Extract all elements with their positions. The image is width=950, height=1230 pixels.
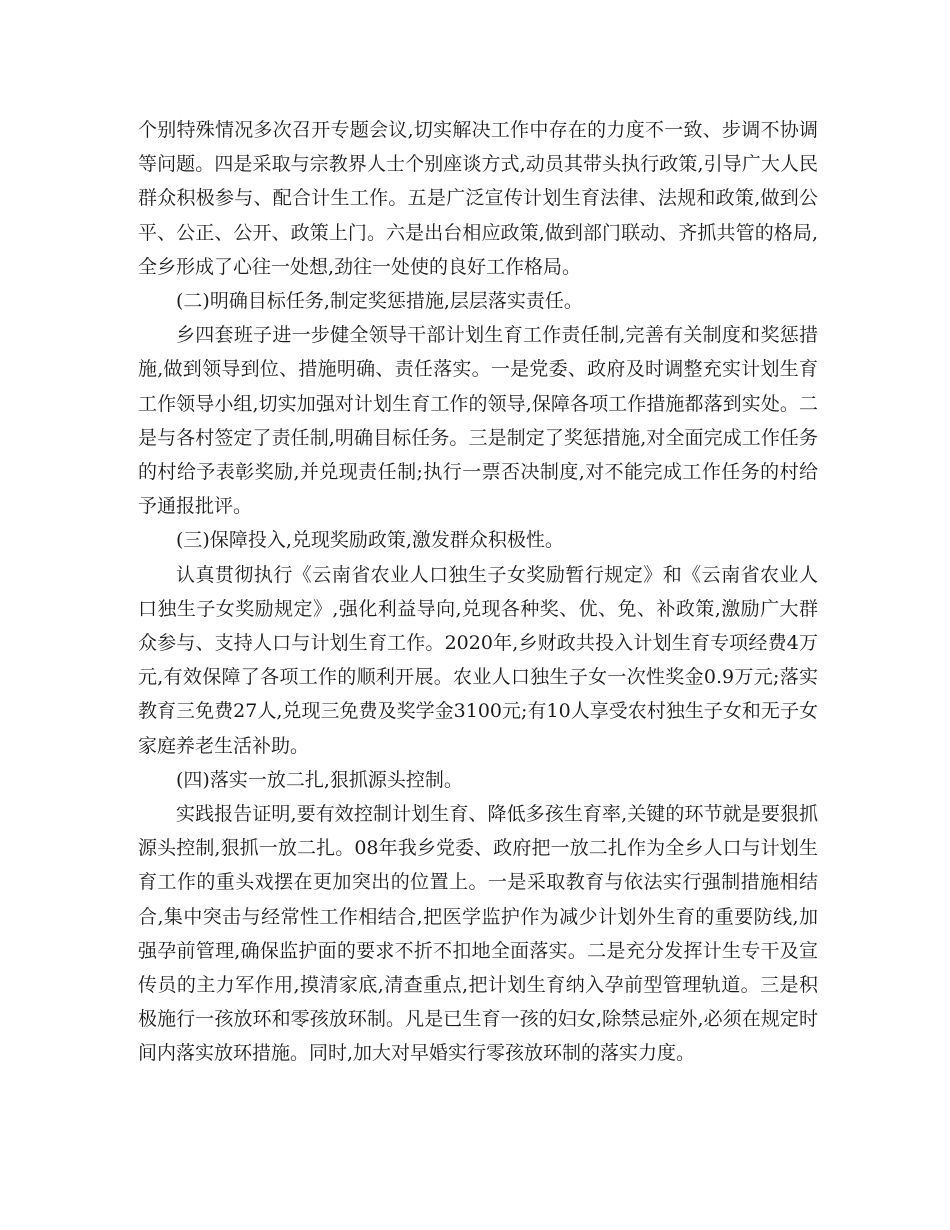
paragraph-responsibility: 乡四套班子进一步健全领导干部计划生育工作责任制,完善有关制度和奖惩措施,做到领导到位、措施明确、责任落实。一是党委、政府及时调整充实计划生育工作领导小组,切实加强对计划生育工作的领导,保障各项工作措施都落到实处。二是与各村签定了责任制,明确目标任务。三是制定了奖惩措施,对全面完成工作任务的村给予表彰奖励,并兑现责任制;执行一票否决制度,对不能完成工作任务的村给予通报批评。 <box>138 324 818 518</box>
paragraph-investment: 认真贯彻执行《云南省农业人口独生子女奖励暂行规定》和《云南省农业人口独生子女奖励规定》,强化利益导向,兑现各种奖、优、免、补政策,激励广大群众参与、支持人口与计划生育工作。2020年,乡财政共投入计划生育专项经费4万元,有效保障了各项工作的顺利开展。农业人口独生子女一次性奖金0.9万元;落实教育三免费27人,兑现三免费及奖学金3100元;有10人享受农村独生子女和无子女家庭养老生活补助。 <box>138 563 818 757</box>
section-heading-3: (三)保障投入,兑现奖励政策,激发群众积极性。 <box>176 529 564 552</box>
paragraph-source-control: 实践报告证明,要有效控制计划生育、降低多孩生育率,关键的环节就是要狠抓源头控制,狠抓一放二扎。08年我乡党委、政府把一放二扎作为全乡人口与计划生育工作的重头戏摆在更加突出的位置上。一是采取教育与依法实行强制措施相结合,集中突击与经常性工作相结合,把医学监护作为减少计划外生育的重要防线,加强孕前管理,确保监护面的要求不折不扣地全面落实。二是充分发挥计生专干及宣传员的主力军作用,摸清家底,清查重点,把计划生育纳入孕前型管理轨道。三是积极施行一孩放环和零孩放环制。凡是已生育一孩的妇女,除禁忌症外,必须在规定时间内落实放环措施。同时,加大对早婚实行零孩放环制的落实力度。 <box>138 803 818 1065</box>
paragraph-continuation: 个别特殊情况多次召开专题会议,切实解决工作中存在的力度不一致、步调不协调等问题。四是采取与宗教界人士个别座谈方式,动员其带头执行政策,引导广大人民群众积极参与、配合计生工作。五是广泛宣传计划生育法律、法规和政策,做到公平、公正、公开、政策上门。六是出台相应政策,做到部门联动、齐抓共管的格局,全乡形成了心往一处想,劲往一处使的良好工作格局。 <box>138 119 818 278</box>
section-heading-2: (二)明确目标任务,制定奖惩措施,层层落实责任。 <box>176 290 583 313</box>
document-body <box>138 113 818 1071</box>
section-heading-4: (四)落实一放二扎,狠抓源头控制。 <box>176 768 463 791</box>
